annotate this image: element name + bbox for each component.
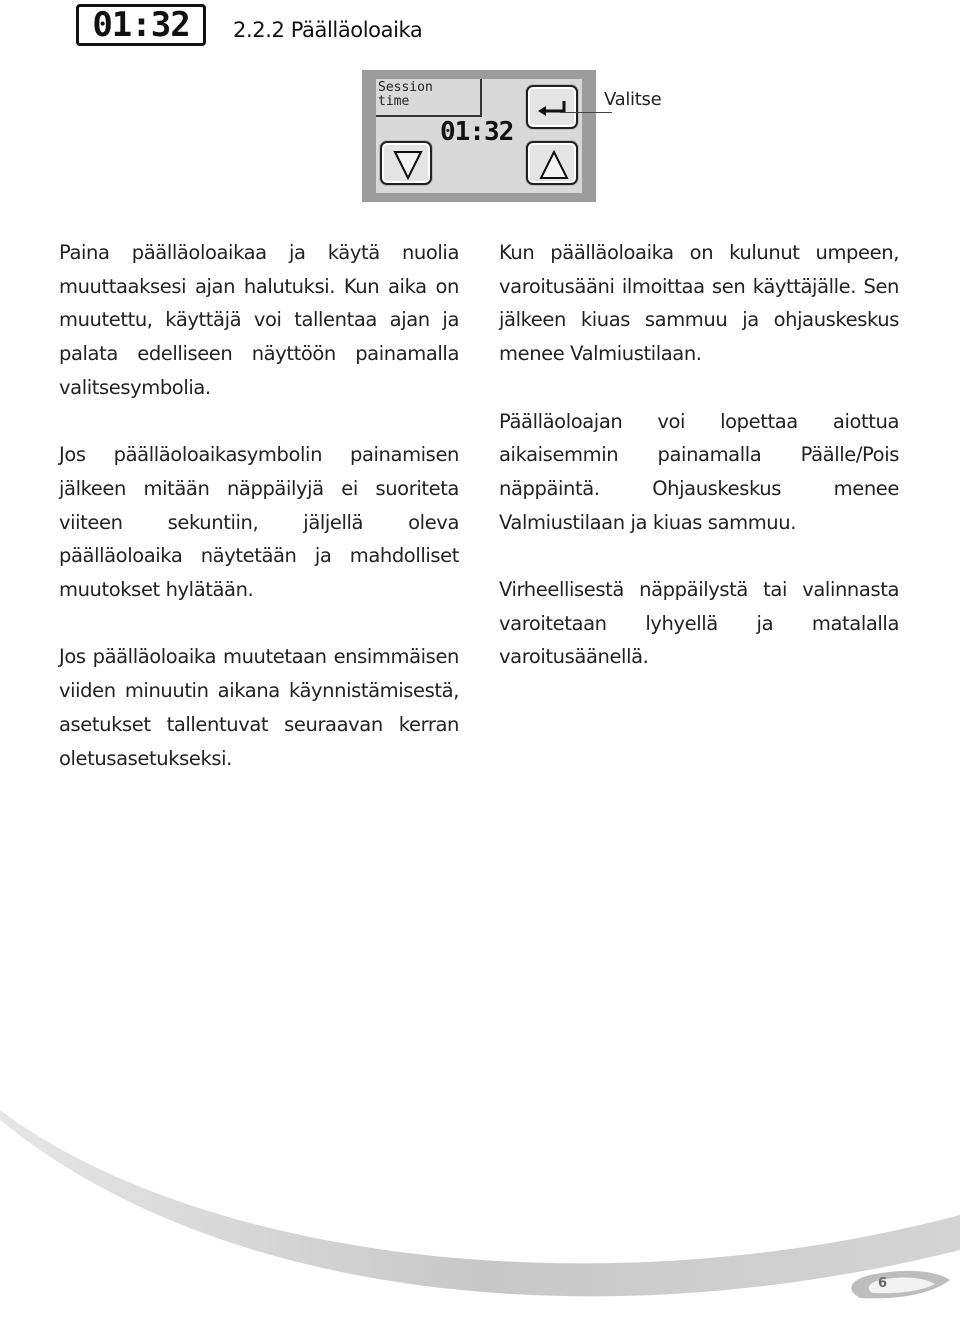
right-column	[499, 236, 899, 708]
select-callout-label: Valitse	[604, 89, 662, 110]
up-button[interactable]	[526, 141, 578, 185]
paragraph: Jos päälläoloaikasymbolin painamisen jälkeen mitään näppäilyjä ei suoriteta viiteen sekuntiin, jäljellä oleva päälläoloaika näytetään ja mahdolliset muutokset hylätään.	[59, 443, 459, 602]
enter-icon	[528, 87, 580, 131]
up-arrow-icon	[528, 143, 580, 187]
paragraph: Päälläoloajan voi lopettaa aiottua aikaisemmin painamalla Päälle/Pois näppäintä. Ohjauskeskus menee Valmiustilaan ja kiuas sammuu.	[499, 409, 899, 534]
down-arrow-icon	[382, 143, 434, 187]
page-number: 6	[878, 1276, 888, 1291]
control-panel-display	[362, 70, 596, 202]
session-time-icon	[76, 4, 206, 46]
session-label-box	[376, 79, 482, 117]
paragraph: Virheellisestä näppäilystä tai valinnasta varoitetaan lyhyellä ja matalalla varoitusäänellä.	[499, 578, 899, 669]
section-title: 2.2.2 Päälläoloaika	[233, 18, 423, 42]
down-button[interactable]	[380, 141, 432, 185]
paragraph: Paina päälläoloaikaa ja käytä nuolia muuttaaksesi ajan halutuksi. Kun aika on muutettu, käyttäjä voi tallentaa ajan ja palata edelliseen näyttöön painamalla valitsesymbolia.	[59, 241, 459, 399]
select-button[interactable]	[526, 85, 578, 129]
session-time-label: Session time	[378, 80, 433, 109]
callout-line	[560, 112, 612, 113]
decorative-swoosh	[0, 1110, 960, 1327]
lcd-screen	[376, 79, 582, 193]
session-time-value[interactable]: 01:32	[440, 117, 514, 147]
paragraph: Jos päälläoloaika muutetaan ensimmäisen viiden minuutin aikana käynnistämisestä, asetukset tallentuvat seuraavan kerran oletusasetukseksi.	[59, 645, 459, 770]
session-time-icon-text: 01:32	[92, 5, 190, 45]
paragraph: Kun päälläoloaika on kulunut umpeen, varoitusääni ilmoittaa sen käyttäjälle. Sen jälkeen kiuas sammuu ja ohjauskeskus menee Valmiustilaan.	[499, 241, 899, 366]
left-column	[59, 236, 459, 809]
